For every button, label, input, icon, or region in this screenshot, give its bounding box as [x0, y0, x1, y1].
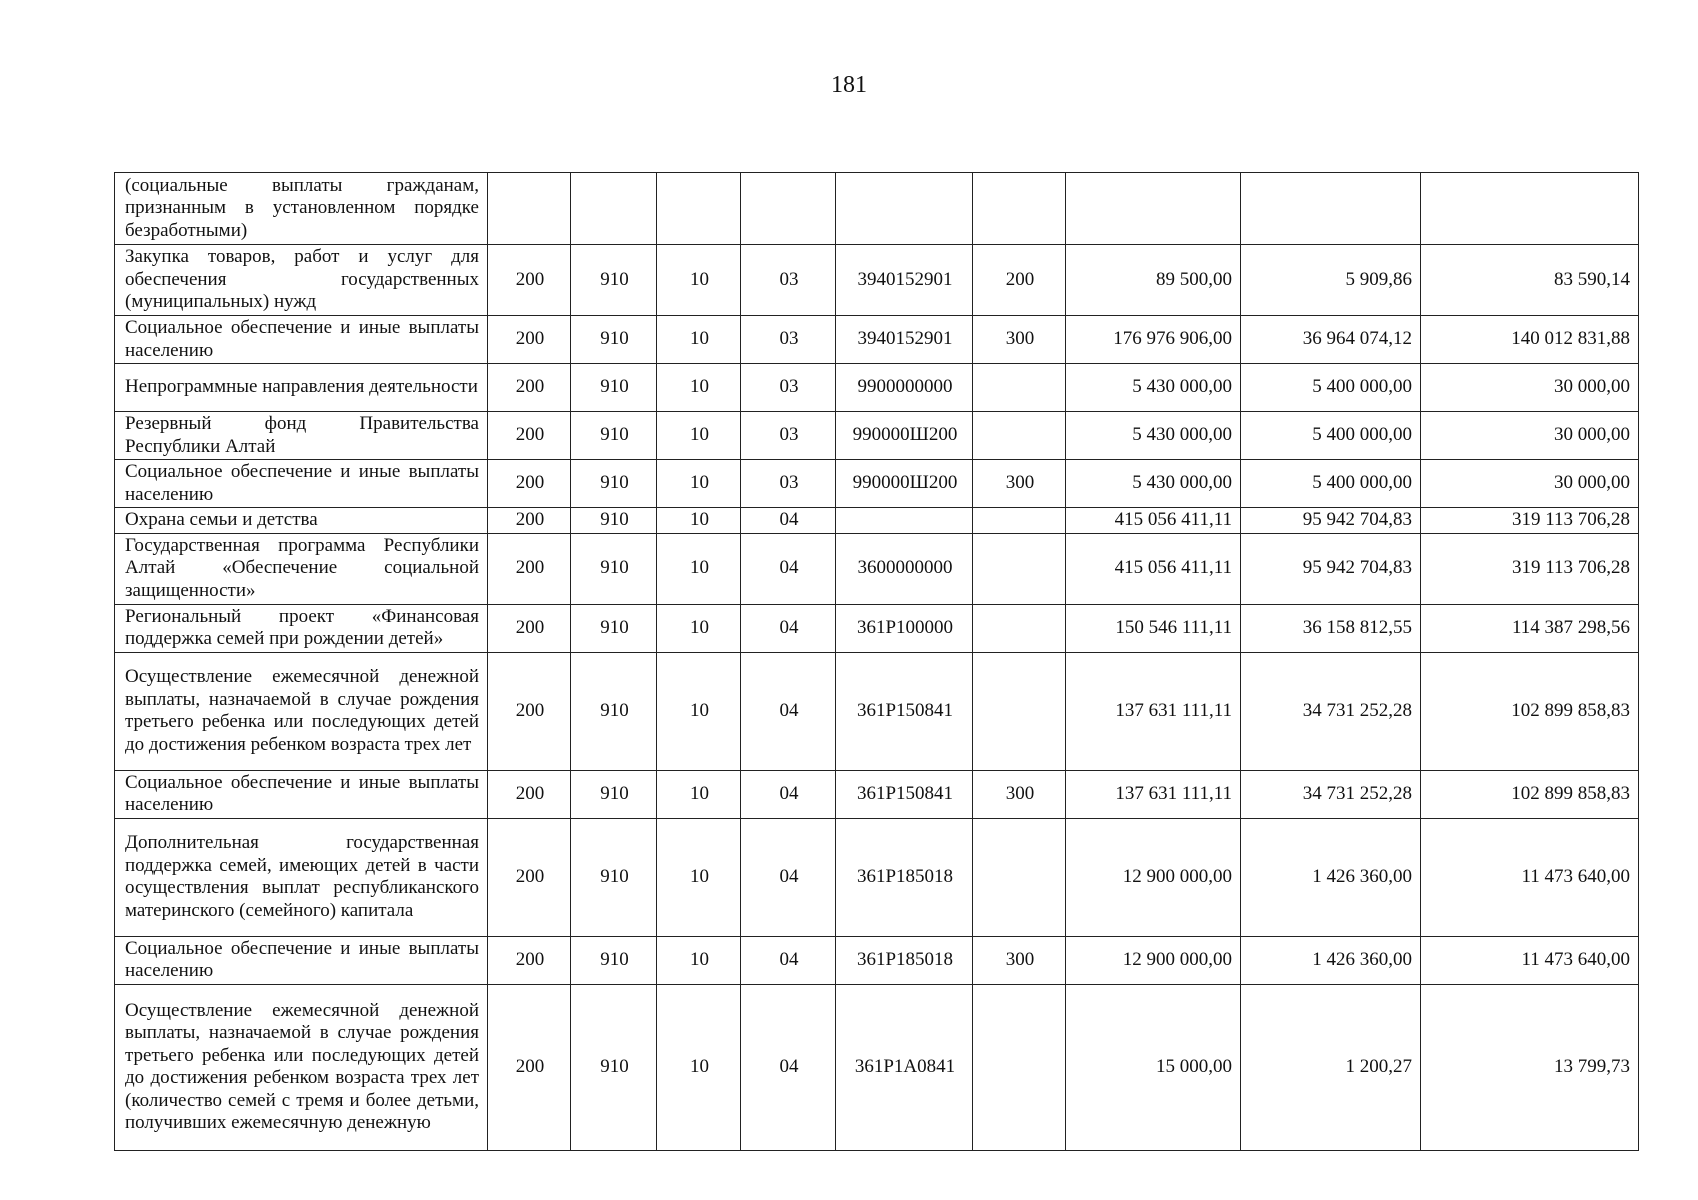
table-row — [115, 936, 1639, 984]
row-name-cell: Социальное обеспечение и иные выплаты населению — [115, 770, 488, 818]
row-vr-cell: 200 — [973, 245, 1066, 316]
row-name-cell: Социальное обеспечение и иные выплаты населению — [115, 936, 488, 984]
row-rest-cell: 319 113 706,28 — [1421, 533, 1639, 604]
row-gad-cell: 910 — [571, 770, 657, 818]
row-gr-cell: 200 — [488, 604, 571, 652]
row-gr-cell: 200 — [488, 316, 571, 364]
row-gad-cell: 910 — [571, 316, 657, 364]
row-plan-cell: 12 900 000,00 — [1066, 936, 1241, 984]
row-pr-cell: 04 — [741, 770, 836, 818]
row-rz-cell: 10 — [657, 770, 741, 818]
row-gr-cell: 200 — [488, 984, 571, 1150]
row-gad-cell: 910 — [571, 412, 657, 460]
row-vr-cell: 300 — [973, 460, 1066, 508]
row-rest-cell: 30 000,00 — [1421, 364, 1639, 412]
row-gad-cell: 910 — [571, 245, 657, 316]
row-vr-cell — [973, 604, 1066, 652]
row-name-cell: (социальные выплаты гражданам, признанным в установленном порядке безработными) — [115, 173, 488, 245]
row-gad-cell: 910 — [571, 533, 657, 604]
row-gr-cell: 200 — [488, 818, 571, 936]
table-row — [115, 364, 1639, 412]
row-pr-cell: 03 — [741, 245, 836, 316]
row-rz-cell: 10 — [657, 508, 741, 534]
row-rz-cell: 10 — [657, 412, 741, 460]
row-rest-cell: 83 590,14 — [1421, 245, 1639, 316]
row-gr-cell: 200 — [488, 412, 571, 460]
row-name-cell: Осуществление ежемесячной денежной выплаты, назначаемой в случае рождения третьего ребенка или последующих детей до достижения ребенком возраста трех лет — [115, 652, 488, 770]
row-gad-cell: 910 — [571, 508, 657, 534]
row-csr-cell: 3940152901 — [836, 245, 973, 316]
row-name-cell: Социальное обеспечение и иные выплаты населению — [115, 316, 488, 364]
row-name-cell: Социальное обеспечение и иные выплаты населению — [115, 460, 488, 508]
row-exec-cell: 1 426 360,00 — [1241, 936, 1421, 984]
row-rest-cell: 102 899 858,83 — [1421, 770, 1639, 818]
row-name-cell: Непрограммные направления деятельности — [115, 364, 488, 412]
row-pr-cell: 04 — [741, 936, 836, 984]
budget-table — [114, 172, 1639, 1151]
row-plan-cell: 12 900 000,00 — [1066, 818, 1241, 936]
row-exec-cell: 95 942 704,83 — [1241, 508, 1421, 534]
row-csr-cell: 3940152901 — [836, 316, 973, 364]
row-gad-cell: 910 — [571, 984, 657, 1150]
row-rz-cell: 10 — [657, 818, 741, 936]
row-rest-cell: 11 473 640,00 — [1421, 936, 1639, 984]
row-exec-cell: 1 200,27 — [1241, 984, 1421, 1150]
row-gr-cell: 200 — [488, 508, 571, 534]
row-gad-cell: 910 — [571, 364, 657, 412]
row-name-cell: Осуществление ежемесячной денежной выплаты, назначаемой в случае рождения третьего ребенка или последующих детей до достижения ребенком возраста трех лет (количество семей с тремя и более детьми, получивших ежемесячную денежную — [115, 984, 488, 1150]
row-exec-cell: 34 731 252,28 — [1241, 770, 1421, 818]
row-vr-cell — [973, 412, 1066, 460]
row-gad-cell: 910 — [571, 652, 657, 770]
row-gr-cell: 200 — [488, 770, 571, 818]
row-name-cell: Резервный фонд Правительства Республики Алтай — [115, 412, 488, 460]
row-pr-cell: 04 — [741, 604, 836, 652]
row-exec-cell: 5 400 000,00 — [1241, 364, 1421, 412]
row-exec-cell: 5 400 000,00 — [1241, 460, 1421, 508]
row-csr-cell: 361P185018 — [836, 818, 973, 936]
row-vr-cell — [973, 818, 1066, 936]
row-csr-cell: 361P150841 — [836, 652, 973, 770]
row-rest-cell — [1421, 173, 1639, 245]
row-rest-cell: 13 799,73 — [1421, 984, 1639, 1150]
row-plan-cell: 415 056 411,11 — [1066, 533, 1241, 604]
table-row — [115, 316, 1639, 364]
row-csr-cell: 990000Ш200 — [836, 412, 973, 460]
row-rz-cell: 10 — [657, 652, 741, 770]
row-exec-cell: 34 731 252,28 — [1241, 652, 1421, 770]
row-name-cell: Закупка товаров, работ и услуг для обеспечения государственных (муниципальных) нужд — [115, 245, 488, 316]
row-exec-cell: 1 426 360,00 — [1241, 818, 1421, 936]
row-gad-cell — [571, 173, 657, 245]
row-rz-cell: 10 — [657, 460, 741, 508]
row-gr-cell — [488, 173, 571, 245]
row-exec-cell: 5 909,86 — [1241, 245, 1421, 316]
row-vr-cell — [973, 508, 1066, 534]
table-row — [115, 412, 1639, 460]
row-gr-cell: 200 — [488, 936, 571, 984]
row-rz-cell — [657, 173, 741, 245]
table-row — [115, 245, 1639, 316]
row-rz-cell: 10 — [657, 533, 741, 604]
row-csr-cell: 3600000000 — [836, 533, 973, 604]
row-gr-cell: 200 — [488, 364, 571, 412]
row-vr-cell — [973, 173, 1066, 245]
row-rz-cell: 10 — [657, 316, 741, 364]
row-gr-cell: 200 — [488, 533, 571, 604]
row-csr-cell: 361P150841 — [836, 770, 973, 818]
row-gr-cell: 200 — [488, 245, 571, 316]
table-row — [115, 604, 1639, 652]
row-gad-cell: 910 — [571, 460, 657, 508]
row-plan-cell: 176 976 906,00 — [1066, 316, 1241, 364]
row-rz-cell: 10 — [657, 604, 741, 652]
row-plan-cell: 5 430 000,00 — [1066, 364, 1241, 412]
row-plan-cell: 89 500,00 — [1066, 245, 1241, 316]
row-pr-cell: 04 — [741, 533, 836, 604]
row-gad-cell: 910 — [571, 604, 657, 652]
row-name-cell: Государственная программа Республики Алтай «Обеспечение социальной защищенности» — [115, 533, 488, 604]
row-pr-cell: 03 — [741, 412, 836, 460]
page-number: 181 — [831, 72, 867, 98]
row-vr-cell — [973, 533, 1066, 604]
row-vr-cell — [973, 364, 1066, 412]
row-pr-cell: 04 — [741, 984, 836, 1150]
row-rest-cell: 319 113 706,28 — [1421, 508, 1639, 534]
row-csr-cell: 361P100000 — [836, 604, 973, 652]
row-plan-cell: 137 631 111,11 — [1066, 652, 1241, 770]
row-exec-cell: 36 964 074,12 — [1241, 316, 1421, 364]
row-plan-cell: 5 430 000,00 — [1066, 412, 1241, 460]
row-gad-cell: 910 — [571, 818, 657, 936]
table-body — [115, 173, 1639, 1151]
row-exec-cell: 5 400 000,00 — [1241, 412, 1421, 460]
row-name-cell: Региональный проект «Финансовая поддержка семей при рождении детей» — [115, 604, 488, 652]
table-row — [115, 173, 1639, 245]
row-plan-cell: 150 546 111,11 — [1066, 604, 1241, 652]
table-row — [115, 508, 1639, 534]
row-rz-cell: 10 — [657, 984, 741, 1150]
row-pr-cell: 04 — [741, 508, 836, 534]
row-vr-cell — [973, 984, 1066, 1150]
row-pr-cell: 03 — [741, 316, 836, 364]
row-rest-cell: 102 899 858,83 — [1421, 652, 1639, 770]
row-exec-cell: 95 942 704,83 — [1241, 533, 1421, 604]
row-rz-cell: 10 — [657, 245, 741, 316]
row-pr-cell: 04 — [741, 818, 836, 936]
row-plan-cell: 15 000,00 — [1066, 984, 1241, 1150]
row-csr-cell — [836, 508, 973, 534]
row-rest-cell: 140 012 831,88 — [1421, 316, 1639, 364]
row-rest-cell: 114 387 298,56 — [1421, 604, 1639, 652]
row-csr-cell — [836, 173, 973, 245]
table-row — [115, 652, 1639, 770]
row-rz-cell: 10 — [657, 364, 741, 412]
row-vr-cell: 300 — [973, 936, 1066, 984]
row-pr-cell: 04 — [741, 652, 836, 770]
row-gr-cell: 200 — [488, 460, 571, 508]
row-pr-cell: 03 — [741, 460, 836, 508]
row-rest-cell: 11 473 640,00 — [1421, 818, 1639, 936]
row-plan-cell: 415 056 411,11 — [1066, 508, 1241, 534]
row-gad-cell: 910 — [571, 936, 657, 984]
row-csr-cell: 9900000000 — [836, 364, 973, 412]
row-name-cell: Охрана семьи и детства — [115, 508, 488, 534]
table-row — [115, 533, 1639, 604]
row-pr-cell: 03 — [741, 364, 836, 412]
row-plan-cell — [1066, 173, 1241, 245]
table-row — [115, 460, 1639, 508]
row-vr-cell: 300 — [973, 770, 1066, 818]
row-name-cell: Дополнительная государственная поддержка семей, имеющих детей в части осуществления выплат республиканского материнского (семейного) капитала — [115, 818, 488, 936]
table-row — [115, 818, 1639, 936]
row-vr-cell: 300 — [973, 316, 1066, 364]
row-exec-cell: 36 158 812,55 — [1241, 604, 1421, 652]
row-csr-cell: 361P1A0841 — [836, 984, 973, 1150]
row-pr-cell — [741, 173, 836, 245]
row-csr-cell: 990000Ш200 — [836, 460, 973, 508]
row-rest-cell: 30 000,00 — [1421, 460, 1639, 508]
row-plan-cell: 137 631 111,11 — [1066, 770, 1241, 818]
table-row — [115, 984, 1639, 1150]
row-gr-cell: 200 — [488, 652, 571, 770]
row-plan-cell: 5 430 000,00 — [1066, 460, 1241, 508]
row-rz-cell: 10 — [657, 936, 741, 984]
row-vr-cell — [973, 652, 1066, 770]
table-row — [115, 770, 1639, 818]
row-exec-cell — [1241, 173, 1421, 245]
row-rest-cell: 30 000,00 — [1421, 412, 1639, 460]
row-csr-cell: 361P185018 — [836, 936, 973, 984]
